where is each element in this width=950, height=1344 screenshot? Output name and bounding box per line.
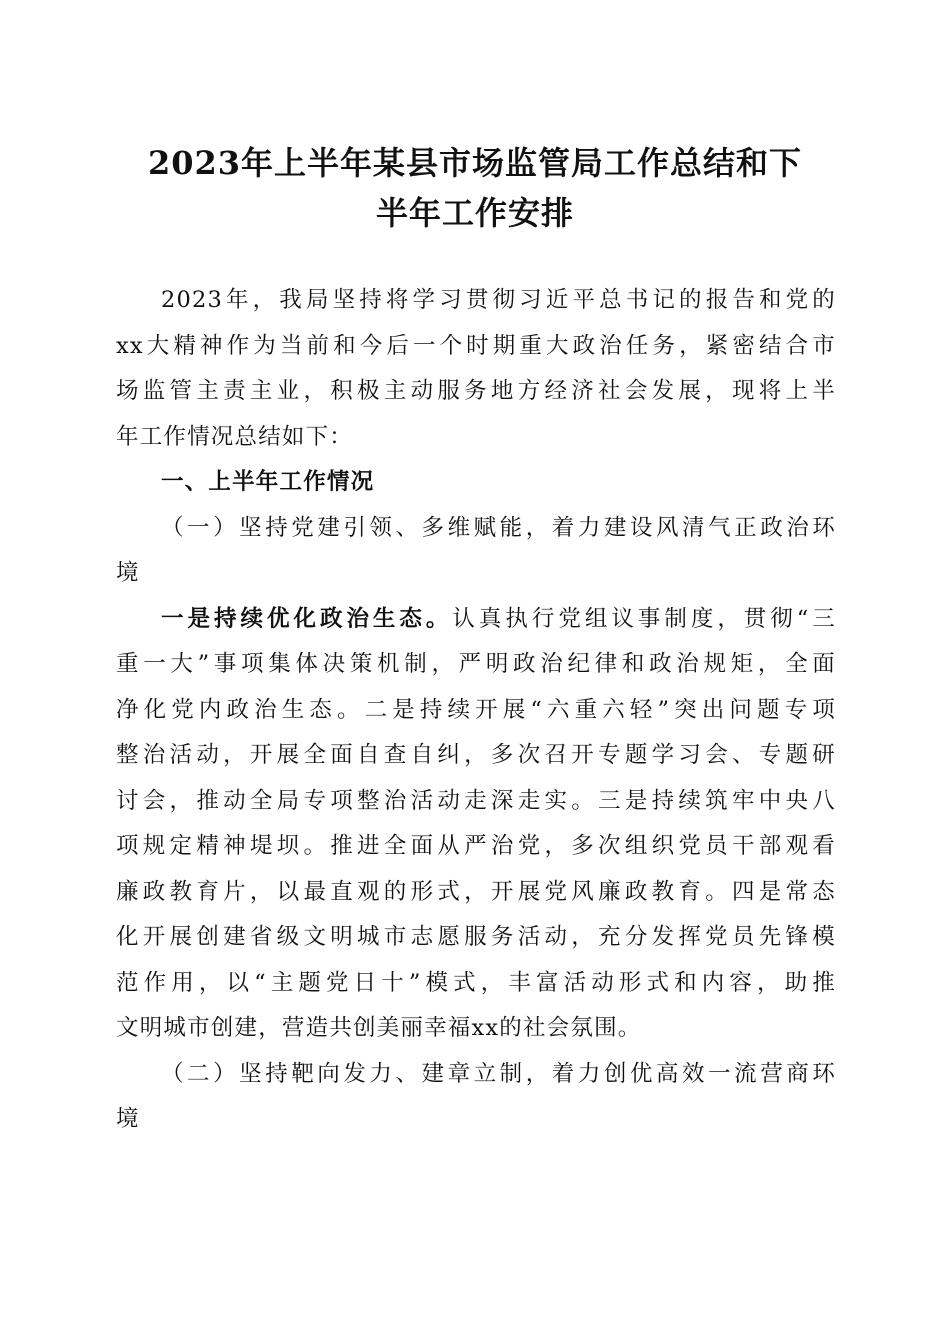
subsection-2-line-1: （二）坚持靶向发力、建章立制，着力创优高效一流营商环 xyxy=(161,1060,836,1087)
subsection-1-line-2: 境 xyxy=(116,560,140,586)
paragraph-1-line-4: 整治活动，开展全面自查自纠，多次召开专题学习会、专题研 xyxy=(116,742,836,768)
title-line-1: 2023年上半年某县市场监管局工作总结和下 xyxy=(147,144,803,182)
paragraph-1-line-7: 廉政教育片，以最直观的形式，开展党风廉政教育。四是常态 xyxy=(116,878,836,905)
paragraph-1-line-8: 化开展创建省级文明城市志愿服务活动，充分发挥党员先锋模 xyxy=(116,924,836,950)
intro-line-4: 年工作情况总结如下： xyxy=(116,423,354,450)
title-line-2: 半年工作安排 xyxy=(375,194,574,232)
paragraph-1-line-3: 净化党内政治生态。二是持续开展“六重六轻”突出问题专项 xyxy=(116,696,836,723)
paragraph-1-line-1-rest: 认真执行党组议事制度，贯彻“三 xyxy=(452,605,836,632)
paragraph-1-line-10: 文明城市创建，营造共创美丽幸福xx的社会氛围。 xyxy=(116,1015,642,1041)
paragraph-1-line-9: 范作用，以“主题党日十”模式，丰富活动形式和内容，助推 xyxy=(116,969,836,996)
paragraph-1-line-1 xyxy=(116,597,836,643)
intro-line-2: xx大精神作为当前和今后一个时期重大政治任务，紧密结合市 xyxy=(116,332,836,359)
paragraph-1-line-2: 重一大”事项集体决策机制，严明政治纪律和政治规矩，全面 xyxy=(116,651,836,677)
subsection-2-line-2: 境 xyxy=(116,1106,140,1132)
intro-line-3: 场监管主责主业，积极主动服务地方经济社会发展，现将上半 xyxy=(116,378,836,404)
paragraph-1-lead: 一是持续优化政治生态。 xyxy=(161,605,453,632)
paragraph-1-line-5: 讨会，推动全局专项整治活动走深走实。三是持续筑牢中央八 xyxy=(116,787,836,814)
paragraph-1-line-6: 项规定精神堤坝。推进全面从严治党，多次组织党员干部观看 xyxy=(116,833,836,859)
subsection-1-line-1: （一）坚持党建引领、多维赋能，着力建设风清气正政治环 xyxy=(161,514,836,541)
section-1-heading: 一、上半年工作情况 xyxy=(161,469,375,495)
intro-line-1: 2023年，我局坚持将学习贯彻习近平总书记的报告和党的 xyxy=(161,287,836,313)
document-title xyxy=(110,138,840,238)
document-body xyxy=(116,278,836,1143)
